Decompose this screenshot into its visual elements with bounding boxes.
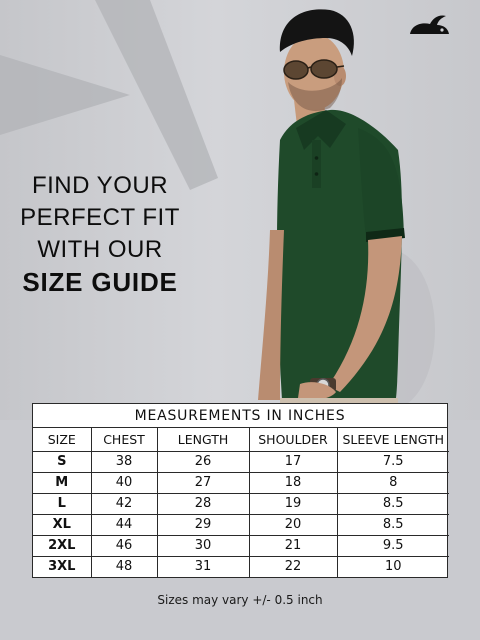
length-cell: 30 — [157, 535, 249, 556]
shoulder-cell: 22 — [249, 556, 337, 577]
length-cell: 27 — [157, 472, 249, 493]
column-header-chest: CHEST — [91, 428, 157, 451]
size-chart-table — [32, 403, 448, 578]
sleeve-length-cell: 9.5 — [337, 535, 449, 556]
headline-line-3: WITH OUR — [37, 236, 163, 263]
length-cell: 26 — [157, 451, 249, 472]
headline-line-2: PERFECT FIT — [20, 204, 180, 231]
table-row — [33, 556, 449, 577]
chest-cell: 42 — [91, 493, 157, 514]
chest-cell: 46 — [91, 535, 157, 556]
column-header-length: LENGTH — [157, 428, 249, 451]
shoulder-cell: 17 — [249, 451, 337, 472]
chest-cell: 40 — [91, 472, 157, 493]
shoulder-cell: 21 — [249, 535, 337, 556]
column-header-size: SIZE — [33, 428, 91, 451]
sleeve-length-cell: 8.5 — [337, 514, 449, 535]
table-row — [33, 535, 449, 556]
shoulder-cell: 18 — [249, 472, 337, 493]
size-cell: 2XL — [33, 535, 91, 556]
chest-cell: 38 — [91, 451, 157, 472]
size-variance-note: Sizes may vary +/- 0.5 inch — [157, 593, 323, 607]
size-cell: L — [33, 493, 91, 514]
shoulder-cell: 19 — [249, 493, 337, 514]
sleeve-length-cell: 10 — [337, 556, 449, 577]
sleeve-length-cell: 8.5 — [337, 493, 449, 514]
column-header-shoulder: SHOULDER — [249, 428, 337, 451]
sleeve-length-cell: 8 — [337, 472, 449, 493]
length-cell: 31 — [157, 556, 249, 577]
headline-line-1: FIND YOUR — [31, 172, 169, 199]
measurements-table — [33, 428, 449, 577]
headline-line-4: SIZE GUIDE — [22, 267, 178, 297]
chest-cell: 44 — [91, 514, 157, 535]
size-cell: S — [33, 451, 91, 472]
model-in-green-polo-image — [240, 0, 440, 420]
length-cell: 29 — [157, 514, 249, 535]
length-cell: 28 — [157, 493, 249, 514]
table-title: MEASUREMENTS IN INCHES — [33, 404, 447, 428]
headline — [12, 170, 188, 298]
chest-cell: 48 — [91, 556, 157, 577]
shoulder-cell: 20 — [249, 514, 337, 535]
table-header-row — [33, 428, 449, 451]
table-row — [33, 472, 449, 493]
size-cell: 3XL — [33, 556, 91, 577]
table-row — [33, 451, 449, 472]
column-header-sleeve-length: SLEEVE LENGTH — [337, 428, 449, 451]
table-row — [33, 493, 449, 514]
table-row — [33, 514, 449, 535]
size-cell: M — [33, 472, 91, 493]
size-cell: XL — [33, 514, 91, 535]
sleeve-length-cell: 7.5 — [337, 451, 449, 472]
